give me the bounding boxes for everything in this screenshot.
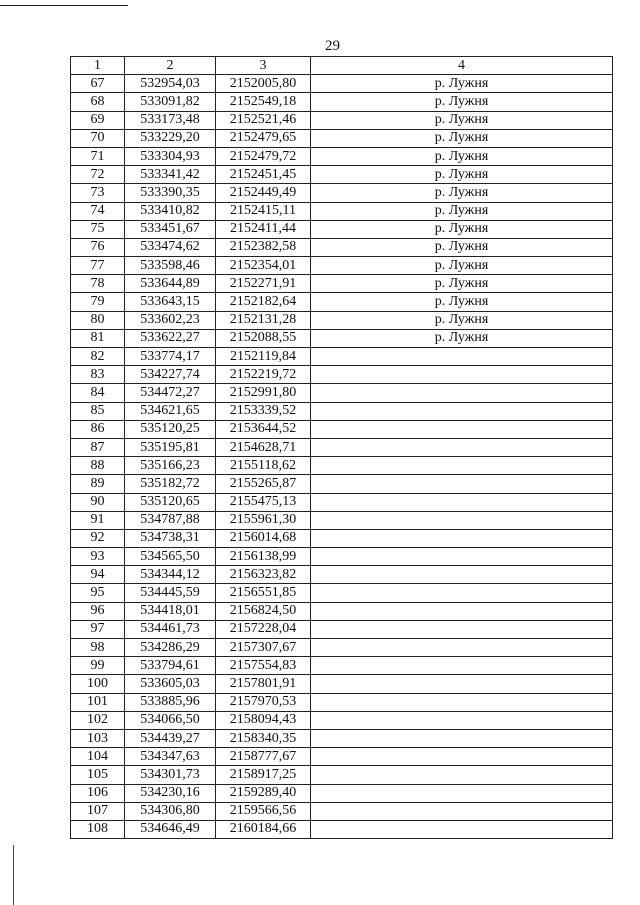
y-coordinate-cell: 2159566,56 [216,802,311,820]
point-number-cell: 98 [71,639,125,657]
description-cell: р. Лужня [311,129,613,147]
table-row [71,584,613,602]
page-number: 29 [325,38,340,54]
description-cell [311,475,613,493]
y-coordinate-cell: 2153339,52 [216,402,311,420]
x-coordinate-cell: 534301,73 [125,766,216,784]
x-coordinate-cell: 533091,82 [125,93,216,111]
description-cell [311,493,613,511]
description-cell: р. Лужня [311,75,613,93]
point-number-cell: 82 [71,348,125,366]
scan-edge-line-top [0,5,128,6]
description-cell [311,457,613,475]
table-header-row [71,57,613,75]
y-coordinate-cell: 2157801,91 [216,675,311,693]
y-coordinate-cell: 2155475,13 [216,493,311,511]
table-row [71,402,613,420]
description-cell [311,548,613,566]
y-coordinate-cell: 2152005,80 [216,75,311,93]
x-coordinate-cell: 534066,50 [125,711,216,729]
y-coordinate-cell: 2154628,71 [216,438,311,456]
description-cell: р. Лужня [311,93,613,111]
table-row [71,566,613,584]
y-coordinate-cell: 2158094,43 [216,711,311,729]
y-coordinate-cell: 2155265,87 [216,475,311,493]
point-number-cell: 102 [71,711,125,729]
y-coordinate-cell: 2152521,46 [216,111,311,129]
point-number-cell: 78 [71,275,125,293]
point-number-cell: 106 [71,784,125,802]
description-cell: р. Лужня [311,220,613,238]
x-coordinate-cell: 534445,59 [125,584,216,602]
table-row [71,475,613,493]
description-cell [311,711,613,729]
description-cell [311,566,613,584]
x-coordinate-cell: 533173,48 [125,111,216,129]
x-coordinate-cell: 533410,82 [125,202,216,220]
y-coordinate-cell: 2152991,80 [216,384,311,402]
table-row [71,438,613,456]
x-coordinate-cell: 534286,29 [125,639,216,657]
y-coordinate-cell: 2157970,53 [216,693,311,711]
table-row [71,820,613,838]
x-coordinate-cell: 533643,15 [125,293,216,311]
table-row [71,366,613,384]
x-coordinate-cell: 533341,42 [125,166,216,184]
table-row [71,384,613,402]
point-number-cell: 85 [71,402,125,420]
x-coordinate-cell: 534646,49 [125,820,216,838]
x-coordinate-cell: 534418,01 [125,602,216,620]
description-cell [311,748,613,766]
y-coordinate-cell: 2157228,04 [216,620,311,638]
y-coordinate-cell: 2156323,82 [216,566,311,584]
point-number-cell: 70 [71,129,125,147]
table-row [71,111,613,129]
table-row [71,729,613,747]
table-row [71,166,613,184]
y-coordinate-cell: 2152088,55 [216,329,311,347]
description-cell [311,657,613,675]
y-coordinate-cell: 2152549,18 [216,93,311,111]
description-cell [311,693,613,711]
x-coordinate-cell: 535120,25 [125,420,216,438]
description-cell [311,639,613,657]
y-coordinate-cell: 2156551,85 [216,584,311,602]
table-row [71,511,613,529]
point-number-cell: 100 [71,675,125,693]
y-coordinate-cell: 2158777,67 [216,748,311,766]
point-number-cell: 108 [71,820,125,838]
table-row [71,348,613,366]
x-coordinate-cell: 534472,27 [125,384,216,402]
point-number-cell: 96 [71,602,125,620]
x-coordinate-cell: 533774,17 [125,348,216,366]
x-coordinate-cell: 535120,65 [125,493,216,511]
column-header-4: 4 [311,57,613,75]
y-coordinate-cell: 2157554,83 [216,657,311,675]
table-row [71,147,613,165]
x-coordinate-cell: 533644,89 [125,275,216,293]
table-row [71,693,613,711]
description-cell [311,820,613,838]
x-coordinate-cell: 534621,65 [125,402,216,420]
y-coordinate-cell: 2152451,45 [216,166,311,184]
description-cell [311,784,613,802]
point-number-cell: 88 [71,457,125,475]
description-cell [311,602,613,620]
table-body [71,75,613,839]
scan-edge-line-left [13,845,14,905]
x-coordinate-cell: 533390,35 [125,184,216,202]
y-coordinate-cell: 2157307,67 [216,639,311,657]
point-number-cell: 81 [71,329,125,347]
y-coordinate-cell: 2152479,72 [216,147,311,165]
y-coordinate-cell: 2152411,44 [216,220,311,238]
x-coordinate-cell: 532954,03 [125,75,216,93]
description-cell: р. Лужня [311,329,613,347]
description-cell: р. Лужня [311,147,613,165]
table-row [71,420,613,438]
point-number-cell: 107 [71,802,125,820]
description-cell [311,402,613,420]
table-row [71,293,613,311]
description-cell: р. Лужня [311,238,613,256]
y-coordinate-cell: 2152271,91 [216,275,311,293]
x-coordinate-cell: 534787,88 [125,511,216,529]
point-number-cell: 79 [71,293,125,311]
point-number-cell: 83 [71,366,125,384]
x-coordinate-cell: 533229,20 [125,129,216,147]
point-number-cell: 86 [71,420,125,438]
point-number-cell: 72 [71,166,125,184]
table-row [71,548,613,566]
coordinates-table [70,56,613,839]
description-cell: р. Лужня [311,184,613,202]
description-cell: р. Лужня [311,275,613,293]
x-coordinate-cell: 534344,12 [125,566,216,584]
y-coordinate-cell: 2156138,99 [216,548,311,566]
point-number-cell: 97 [71,620,125,638]
x-coordinate-cell: 534738,31 [125,529,216,547]
description-cell: р. Лужня [311,166,613,184]
y-coordinate-cell: 2155961,30 [216,511,311,529]
point-number-cell: 91 [71,511,125,529]
description-cell [311,384,613,402]
x-coordinate-cell: 535182,72 [125,475,216,493]
point-number-cell: 99 [71,657,125,675]
x-coordinate-cell: 533304,93 [125,147,216,165]
x-coordinate-cell: 533451,67 [125,220,216,238]
column-header-2: 2 [125,57,216,75]
y-coordinate-cell: 2160184,66 [216,820,311,838]
table-row [71,784,613,802]
point-number-cell: 73 [71,184,125,202]
x-coordinate-cell: 533605,03 [125,675,216,693]
description-cell [311,529,613,547]
x-coordinate-cell: 534439,27 [125,729,216,747]
description-cell [311,620,613,638]
point-number-cell: 74 [71,202,125,220]
description-cell [311,584,613,602]
point-number-cell: 103 [71,729,125,747]
point-number-cell: 67 [71,75,125,93]
description-cell [311,729,613,747]
y-coordinate-cell: 2156014,68 [216,529,311,547]
description-cell [311,675,613,693]
table-row [71,184,613,202]
y-coordinate-cell: 2152479,65 [216,129,311,147]
y-coordinate-cell: 2152219,72 [216,366,311,384]
x-coordinate-cell: 533598,46 [125,257,216,275]
table-row [71,93,613,111]
description-cell [311,766,613,784]
y-coordinate-cell: 2158340,35 [216,729,311,747]
table-row [71,75,613,93]
table-row [71,620,613,638]
table-row [71,202,613,220]
y-coordinate-cell: 2152382,58 [216,238,311,256]
point-number-cell: 69 [71,111,125,129]
point-number-cell: 75 [71,220,125,238]
table-row [71,529,613,547]
y-coordinate-cell: 2158917,25 [216,766,311,784]
table-row [71,802,613,820]
description-cell: р. Лужня [311,202,613,220]
table-row [71,220,613,238]
x-coordinate-cell: 535195,81 [125,438,216,456]
description-cell [311,348,613,366]
description-cell [311,366,613,384]
point-number-cell: 94 [71,566,125,584]
table-row [71,238,613,256]
table-row [71,675,613,693]
y-coordinate-cell: 2153644,52 [216,420,311,438]
y-coordinate-cell: 2155118,62 [216,457,311,475]
description-cell [311,438,613,456]
table-row [71,275,613,293]
table-row [71,493,613,511]
table-row [71,766,613,784]
column-header-3: 3 [216,57,311,75]
table-row [71,457,613,475]
x-coordinate-cell: 533622,27 [125,329,216,347]
point-number-cell: 68 [71,93,125,111]
table-row [71,129,613,147]
column-header-1: 1 [71,57,125,75]
point-number-cell: 76 [71,238,125,256]
x-coordinate-cell: 534347,63 [125,748,216,766]
point-number-cell: 90 [71,493,125,511]
x-coordinate-cell: 533794,61 [125,657,216,675]
point-number-cell: 71 [71,147,125,165]
point-number-cell: 101 [71,693,125,711]
x-coordinate-cell: 533602,23 [125,311,216,329]
y-coordinate-cell: 2152119,84 [216,348,311,366]
table-row [71,748,613,766]
description-cell: р. Лужня [311,111,613,129]
description-cell: р. Лужня [311,293,613,311]
y-coordinate-cell: 2156824,50 [216,602,311,620]
description-cell: р. Лужня [311,257,613,275]
y-coordinate-cell: 2159289,40 [216,784,311,802]
point-number-cell: 84 [71,384,125,402]
y-coordinate-cell: 2152182,64 [216,293,311,311]
table-row [71,329,613,347]
y-coordinate-cell: 2152415,11 [216,202,311,220]
x-coordinate-cell: 534565,50 [125,548,216,566]
description-cell [311,420,613,438]
x-coordinate-cell: 534461,73 [125,620,216,638]
y-coordinate-cell: 2152131,28 [216,311,311,329]
description-cell [311,511,613,529]
table-row [71,257,613,275]
x-coordinate-cell: 534227,74 [125,366,216,384]
x-coordinate-cell: 534306,80 [125,802,216,820]
point-number-cell: 92 [71,529,125,547]
point-number-cell: 105 [71,766,125,784]
description-cell: р. Лужня [311,311,613,329]
table-row [71,602,613,620]
point-number-cell: 89 [71,475,125,493]
x-coordinate-cell: 534230,16 [125,784,216,802]
point-number-cell: 77 [71,257,125,275]
x-coordinate-cell: 533474,62 [125,238,216,256]
point-number-cell: 93 [71,548,125,566]
point-number-cell: 87 [71,438,125,456]
y-coordinate-cell: 2152449,49 [216,184,311,202]
x-coordinate-cell: 533885,96 [125,693,216,711]
point-number-cell: 95 [71,584,125,602]
point-number-cell: 80 [71,311,125,329]
y-coordinate-cell: 2152354,01 [216,257,311,275]
table-row [71,711,613,729]
table-row [71,657,613,675]
table-row [71,639,613,657]
x-coordinate-cell: 535166,23 [125,457,216,475]
point-number-cell: 104 [71,748,125,766]
table-row [71,311,613,329]
description-cell [311,802,613,820]
